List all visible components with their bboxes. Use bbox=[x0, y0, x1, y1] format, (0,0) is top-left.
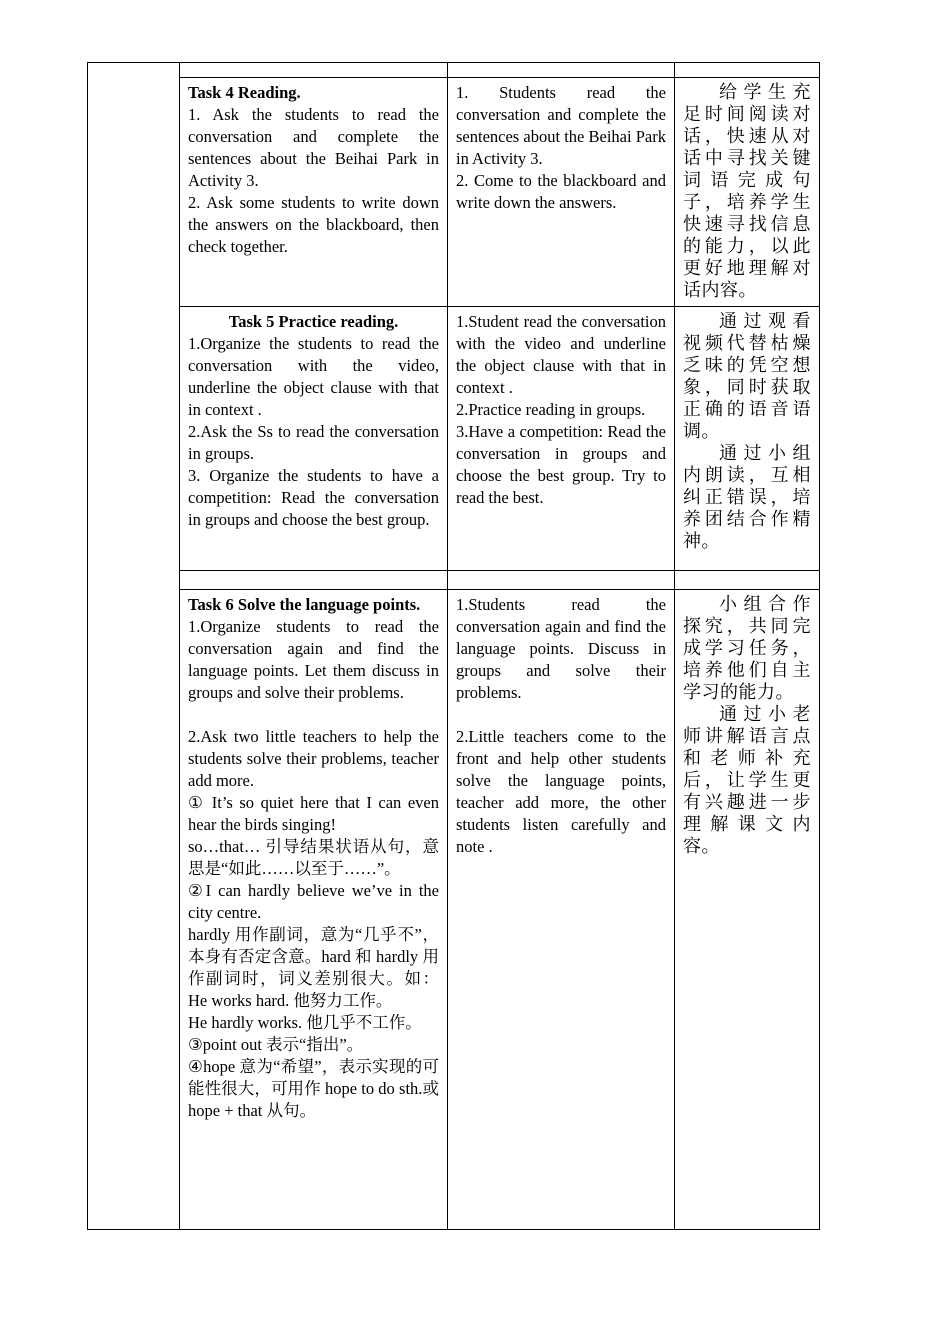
task6-point-3: ③point out 表示“指出”。 bbox=[188, 1035, 364, 1054]
lesson-plan-table bbox=[87, 62, 820, 1230]
task6-student-cell bbox=[448, 590, 675, 1230]
task6-step-1: 1.Organize students to read the conversation again and find the language points. Let them discuss in groups and solve their problems. bbox=[188, 617, 439, 702]
table-row-task6 bbox=[88, 590, 820, 1230]
task4-activity-2: 2. Come to the blackboard and write down the answers. bbox=[456, 171, 666, 212]
task6-point-2-note: hardly 用作副词，意为“几乎不”，本身有否定含意。hard 和 hardly 用作副词时，词义差别很大。如： He works hard. 他努力工作。 bbox=[188, 925, 439, 1010]
blank-cell bbox=[675, 571, 820, 590]
blank-cell bbox=[448, 571, 675, 590]
task6-teacher-cell bbox=[180, 590, 448, 1230]
table-row-blank-middle bbox=[88, 571, 820, 590]
task4-teacher-cell bbox=[180, 78, 448, 307]
task4-title: Task 4 Reading. bbox=[188, 83, 301, 102]
stage-column-cell bbox=[88, 63, 180, 1230]
task6-purpose-cell bbox=[675, 590, 820, 1230]
blank-cell bbox=[675, 63, 820, 78]
task5-purpose-cell bbox=[675, 307, 820, 571]
task4-purpose-cell bbox=[675, 78, 820, 307]
task5-teacher-cell bbox=[180, 307, 448, 571]
blank-cell bbox=[448, 63, 675, 78]
task5-title: Task 5 Practice reading. bbox=[228, 312, 399, 331]
task6-activity-1: 1.Students read the conversation again and find the language points. Discuss in groups and solve their problems. bbox=[456, 595, 666, 702]
task6-purpose-2: 通过小老师讲解语言点和老师补充后，让学生更有兴趣进一步理解课文内容。 bbox=[683, 704, 811, 857]
task5-step-2: 2.Ask the Ss to read the conversation in groups. bbox=[188, 422, 439, 463]
blank-cell bbox=[180, 571, 448, 590]
task6-activity-gap bbox=[456, 704, 666, 726]
task5-purpose-2: 通过小组内朗读，互相纠正错误，培养团结合作精神。 bbox=[683, 443, 811, 552]
task6-point-1-note: so…that… 引导结果状语从句，意思是“如此……以至于……”。 bbox=[188, 837, 439, 878]
task6-activity-2: 2.Little teachers come to the front and help other students solve the language points, teacher add more, the other students listen carefully and note . bbox=[456, 727, 666, 856]
task6-point-1: ① It’s so quiet here that I can even hear the birds singing! bbox=[188, 793, 439, 834]
task4-purpose-1: 给学生充足时间阅读对话，快速从对话中寻找关键词语完成句子，培养学生快速寻找信息的能力，以此更好地理解对话内容。 bbox=[683, 82, 811, 301]
task6-point-2-example: He hardly works. 他几乎不工作。 bbox=[188, 1013, 422, 1032]
task6-point-4: ④hope 意为“希望”，表示实现的可能性很大，可用作 hope to do sth.或 hope + that 从句。 bbox=[188, 1057, 439, 1120]
task5-student-cell bbox=[448, 307, 675, 571]
table-row-task5 bbox=[88, 307, 820, 571]
table-row-task4 bbox=[88, 78, 820, 307]
task5-activity-2: 2.Practice reading in groups. bbox=[456, 400, 646, 419]
task4-student-cell bbox=[448, 78, 675, 307]
task5-activity-1: 1.Student read the conversation with the video and underline the object clause with that in context . bbox=[456, 312, 666, 397]
table-row-blank-top bbox=[88, 63, 820, 78]
task6-purpose-1: 小组合作探究，共同完成学习任务，培养他们自主学习的能力。 bbox=[683, 594, 811, 703]
task6-point-2: ②I can hardly believe we’ve in the city centre. bbox=[188, 881, 439, 922]
task5-step-1: 1.Organize the students to read the conversation with the video, underline the object clause with that in context . bbox=[188, 334, 439, 419]
task5-activity-3: 3.Have a competition: Read the conversation in groups and choose the best group. Try to read the best. bbox=[456, 422, 666, 507]
task5-purpose-1: 通过观看视频代替枯燥乏味的凭空想象，同时获取正确的语音语调。 bbox=[683, 311, 811, 442]
task6-step-2: 2.Ask two little teachers to help the students solve their problems, teacher add more. bbox=[188, 727, 439, 790]
task4-step-1: 1. Ask the students to read the conversation and complete the sentences about the Beihai Park in Activity 3. bbox=[188, 105, 439, 190]
task5-step-3: 3. Organize the students to have a competition: Read the conversation in groups and choose the best group. bbox=[188, 466, 439, 529]
task6-step-gap bbox=[188, 704, 439, 726]
task4-activity-1: 1. Students read the conversation and complete the sentences about the Beihai Park in Activity 3. bbox=[456, 83, 666, 168]
task4-step-2: 2. Ask some students to write down the answers on the blackboard, then check together. bbox=[188, 193, 439, 256]
task6-title: Task 6 Solve the language points. bbox=[188, 595, 421, 614]
blank-cell bbox=[180, 63, 448, 78]
